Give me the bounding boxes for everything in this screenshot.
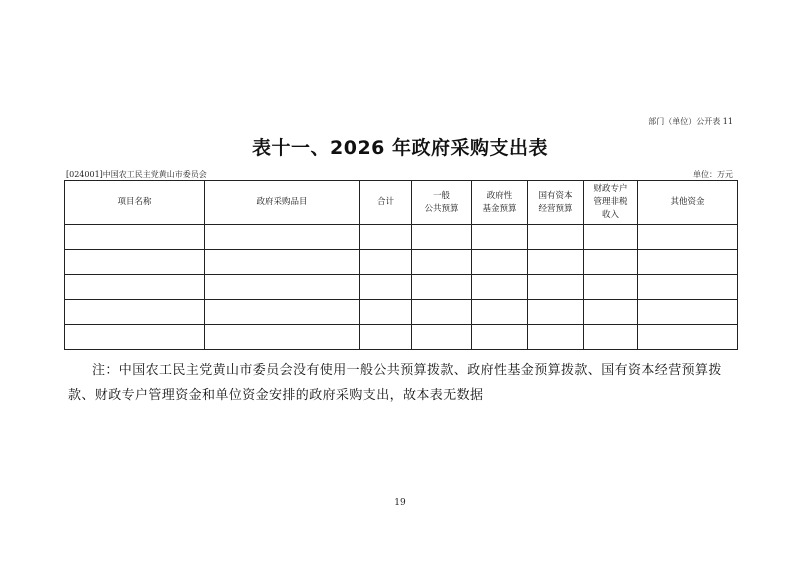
table-cell — [65, 225, 205, 250]
column-header-line: 财政专户 — [593, 184, 628, 194]
table-cell — [472, 225, 528, 250]
table-cell — [205, 325, 360, 350]
table-cell — [412, 325, 472, 350]
column-header — [412, 181, 472, 225]
table-row — [65, 300, 738, 325]
table-cell — [65, 275, 205, 300]
table-cell — [528, 225, 584, 250]
page-number: 19 — [394, 498, 406, 508]
column-header-line: 一般 — [432, 190, 450, 201]
unit-label: 单位：万元 — [693, 170, 733, 179]
procurement-table — [64, 180, 738, 350]
table-cell — [638, 300, 738, 325]
table-cell — [360, 300, 412, 325]
column-header — [205, 181, 360, 225]
table-row — [65, 325, 738, 350]
column-header — [584, 181, 638, 225]
table-cell — [584, 275, 638, 300]
table-cell — [205, 275, 360, 300]
table-cell — [584, 300, 638, 325]
table-header-row — [65, 181, 738, 225]
page-label: 部门（单位）公开表 11 — [648, 117, 733, 126]
column-header — [638, 181, 738, 225]
column-header — [528, 181, 584, 225]
table-cell — [360, 325, 412, 350]
table-cell — [638, 225, 738, 250]
table-cell — [528, 275, 584, 300]
table-cell — [360, 275, 412, 300]
column-header-line: 基金预算 — [482, 203, 517, 214]
column-header — [360, 181, 412, 225]
table-cell — [65, 250, 205, 275]
column-header-line: 收入 — [601, 210, 619, 220]
table-cell — [472, 275, 528, 300]
table-cell — [472, 300, 528, 325]
column-header-line: 政府性 — [486, 190, 513, 201]
table-cell — [65, 300, 205, 325]
table-body — [65, 225, 738, 350]
column-header-line: 其他资金 — [670, 197, 705, 207]
table-cell — [360, 250, 412, 275]
page-title: 表十一、2026 年政府采购支出表 — [252, 137, 548, 159]
table-cell — [412, 275, 472, 300]
table-row — [65, 225, 738, 250]
table-cell — [412, 250, 472, 275]
table-cell — [472, 250, 528, 275]
note-text: 注：中国农工民主党黄山市委员会没有使用一般公共预算拨款、政府性基金预算拨款、国有资本经营预算拨款、财政专户管理资金和单位资金安排的政府采购支出，故本表无数据 — [68, 363, 722, 403]
column-header-line: 管理非税 — [593, 197, 628, 207]
table-cell — [638, 250, 738, 275]
department-label: [024001]中国农工民主党黄山市委员会 — [66, 170, 207, 179]
table-cell — [412, 225, 472, 250]
table-cell — [412, 300, 472, 325]
column-header-line: 国有资本 — [538, 190, 573, 201]
table-cell — [528, 250, 584, 275]
column-header-line: 公共预算 — [424, 203, 459, 214]
table-row — [65, 275, 738, 300]
table-cell — [205, 250, 360, 275]
table-cell — [528, 325, 584, 350]
column-header — [472, 181, 528, 225]
table-cell — [360, 225, 412, 250]
table-cell — [638, 275, 738, 300]
column-header-line: 项目名称 — [117, 197, 152, 207]
table-cell — [472, 325, 528, 350]
table-cell — [584, 325, 638, 350]
table-cell — [65, 325, 205, 350]
table-cell — [205, 225, 360, 250]
table-row — [65, 250, 738, 275]
column-header-line: 合计 — [376, 197, 394, 207]
column-header-line: 政府采购品目 — [256, 197, 308, 207]
table-cell — [205, 300, 360, 325]
table-cell — [638, 325, 738, 350]
table-cell — [584, 225, 638, 250]
table-cell — [528, 300, 584, 325]
column-header — [65, 181, 205, 225]
column-header-line: 经营预算 — [538, 203, 573, 214]
table-cell — [584, 250, 638, 275]
